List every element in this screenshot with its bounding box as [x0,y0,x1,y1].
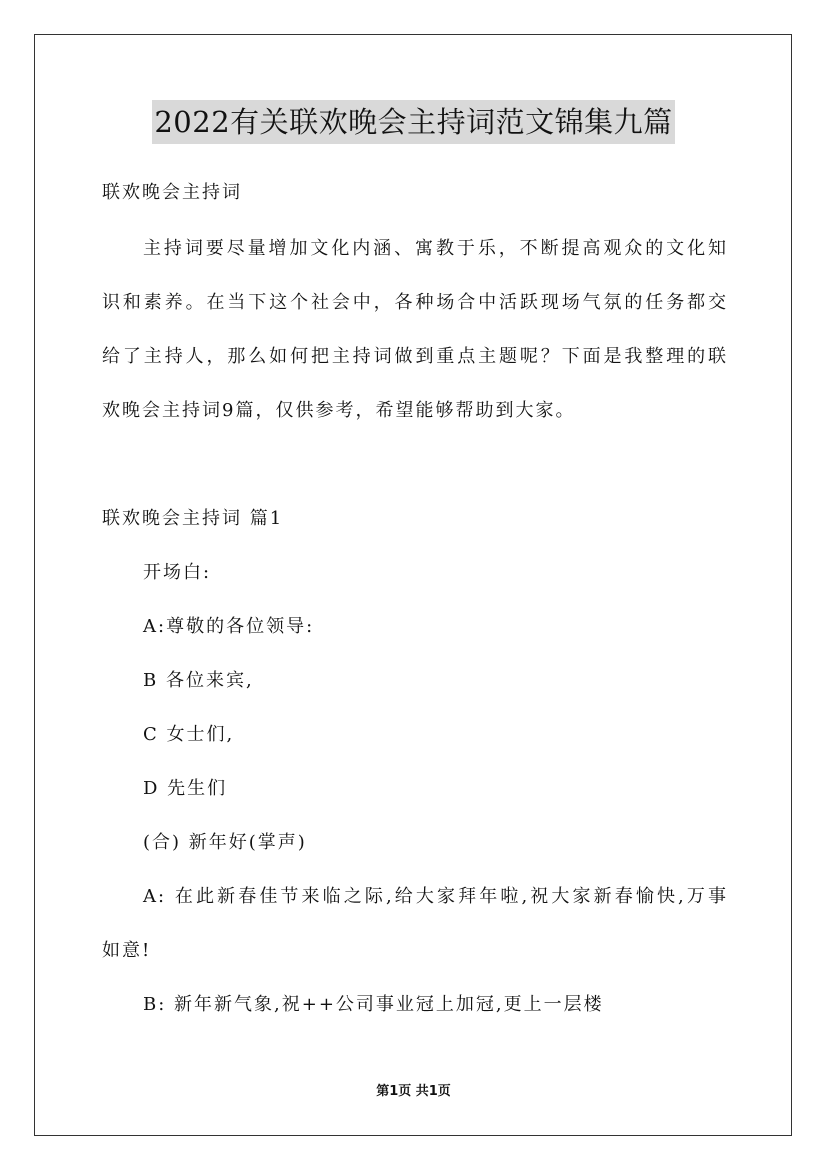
opening-label: 开场白: [143,562,212,583]
document-title-wrap [0,100,827,144]
dialogue-line-d: D 先生们 [143,778,228,799]
section-heading-1: 联欢晚会主持词 篇1 [102,508,284,529]
intro-line-4: 欢晚会主持词9篇，仅供参考，希望能够帮助到大家。 [102,400,576,421]
intro-line-1: 主持词要尽量增加文化内涵、寓教于乐，不断提高观众的文化知 [143,238,728,259]
dialogue-line-c: C 女士们, [143,724,235,745]
page-footer: 第1页 共1页 [376,1084,451,1099]
document-title: 2022有关联欢晚会主持词范文锦集九篇 [152,100,674,144]
dialogue-line-b: B 各位来宾, [143,670,254,691]
dialogue-line-together: (合) 新年好(掌声) [143,832,307,853]
intro-line-2: 识和素养。在当下这个社会中，各种场合中活跃现场气氛的任务都交 [102,292,728,313]
dialogue-line-a: A:尊敬的各位领导: [143,616,315,637]
paragraph-a-line-1: A: 在此新春佳节来临之际,给大家拜年啦,祝大家新春愉快,万事 [143,886,728,907]
intro-line-3: 给了主持人，那么如何把主持词做到重点主题呢？下面是我整理的联 [102,346,728,367]
section-heading-intro: 联欢晚会主持词 [102,182,242,203]
paragraph-a-line-2: 如意! [102,940,152,961]
paragraph-b: B: 新年新气象,祝++公司事业冠上加冠,更上一层楼 [143,994,604,1015]
